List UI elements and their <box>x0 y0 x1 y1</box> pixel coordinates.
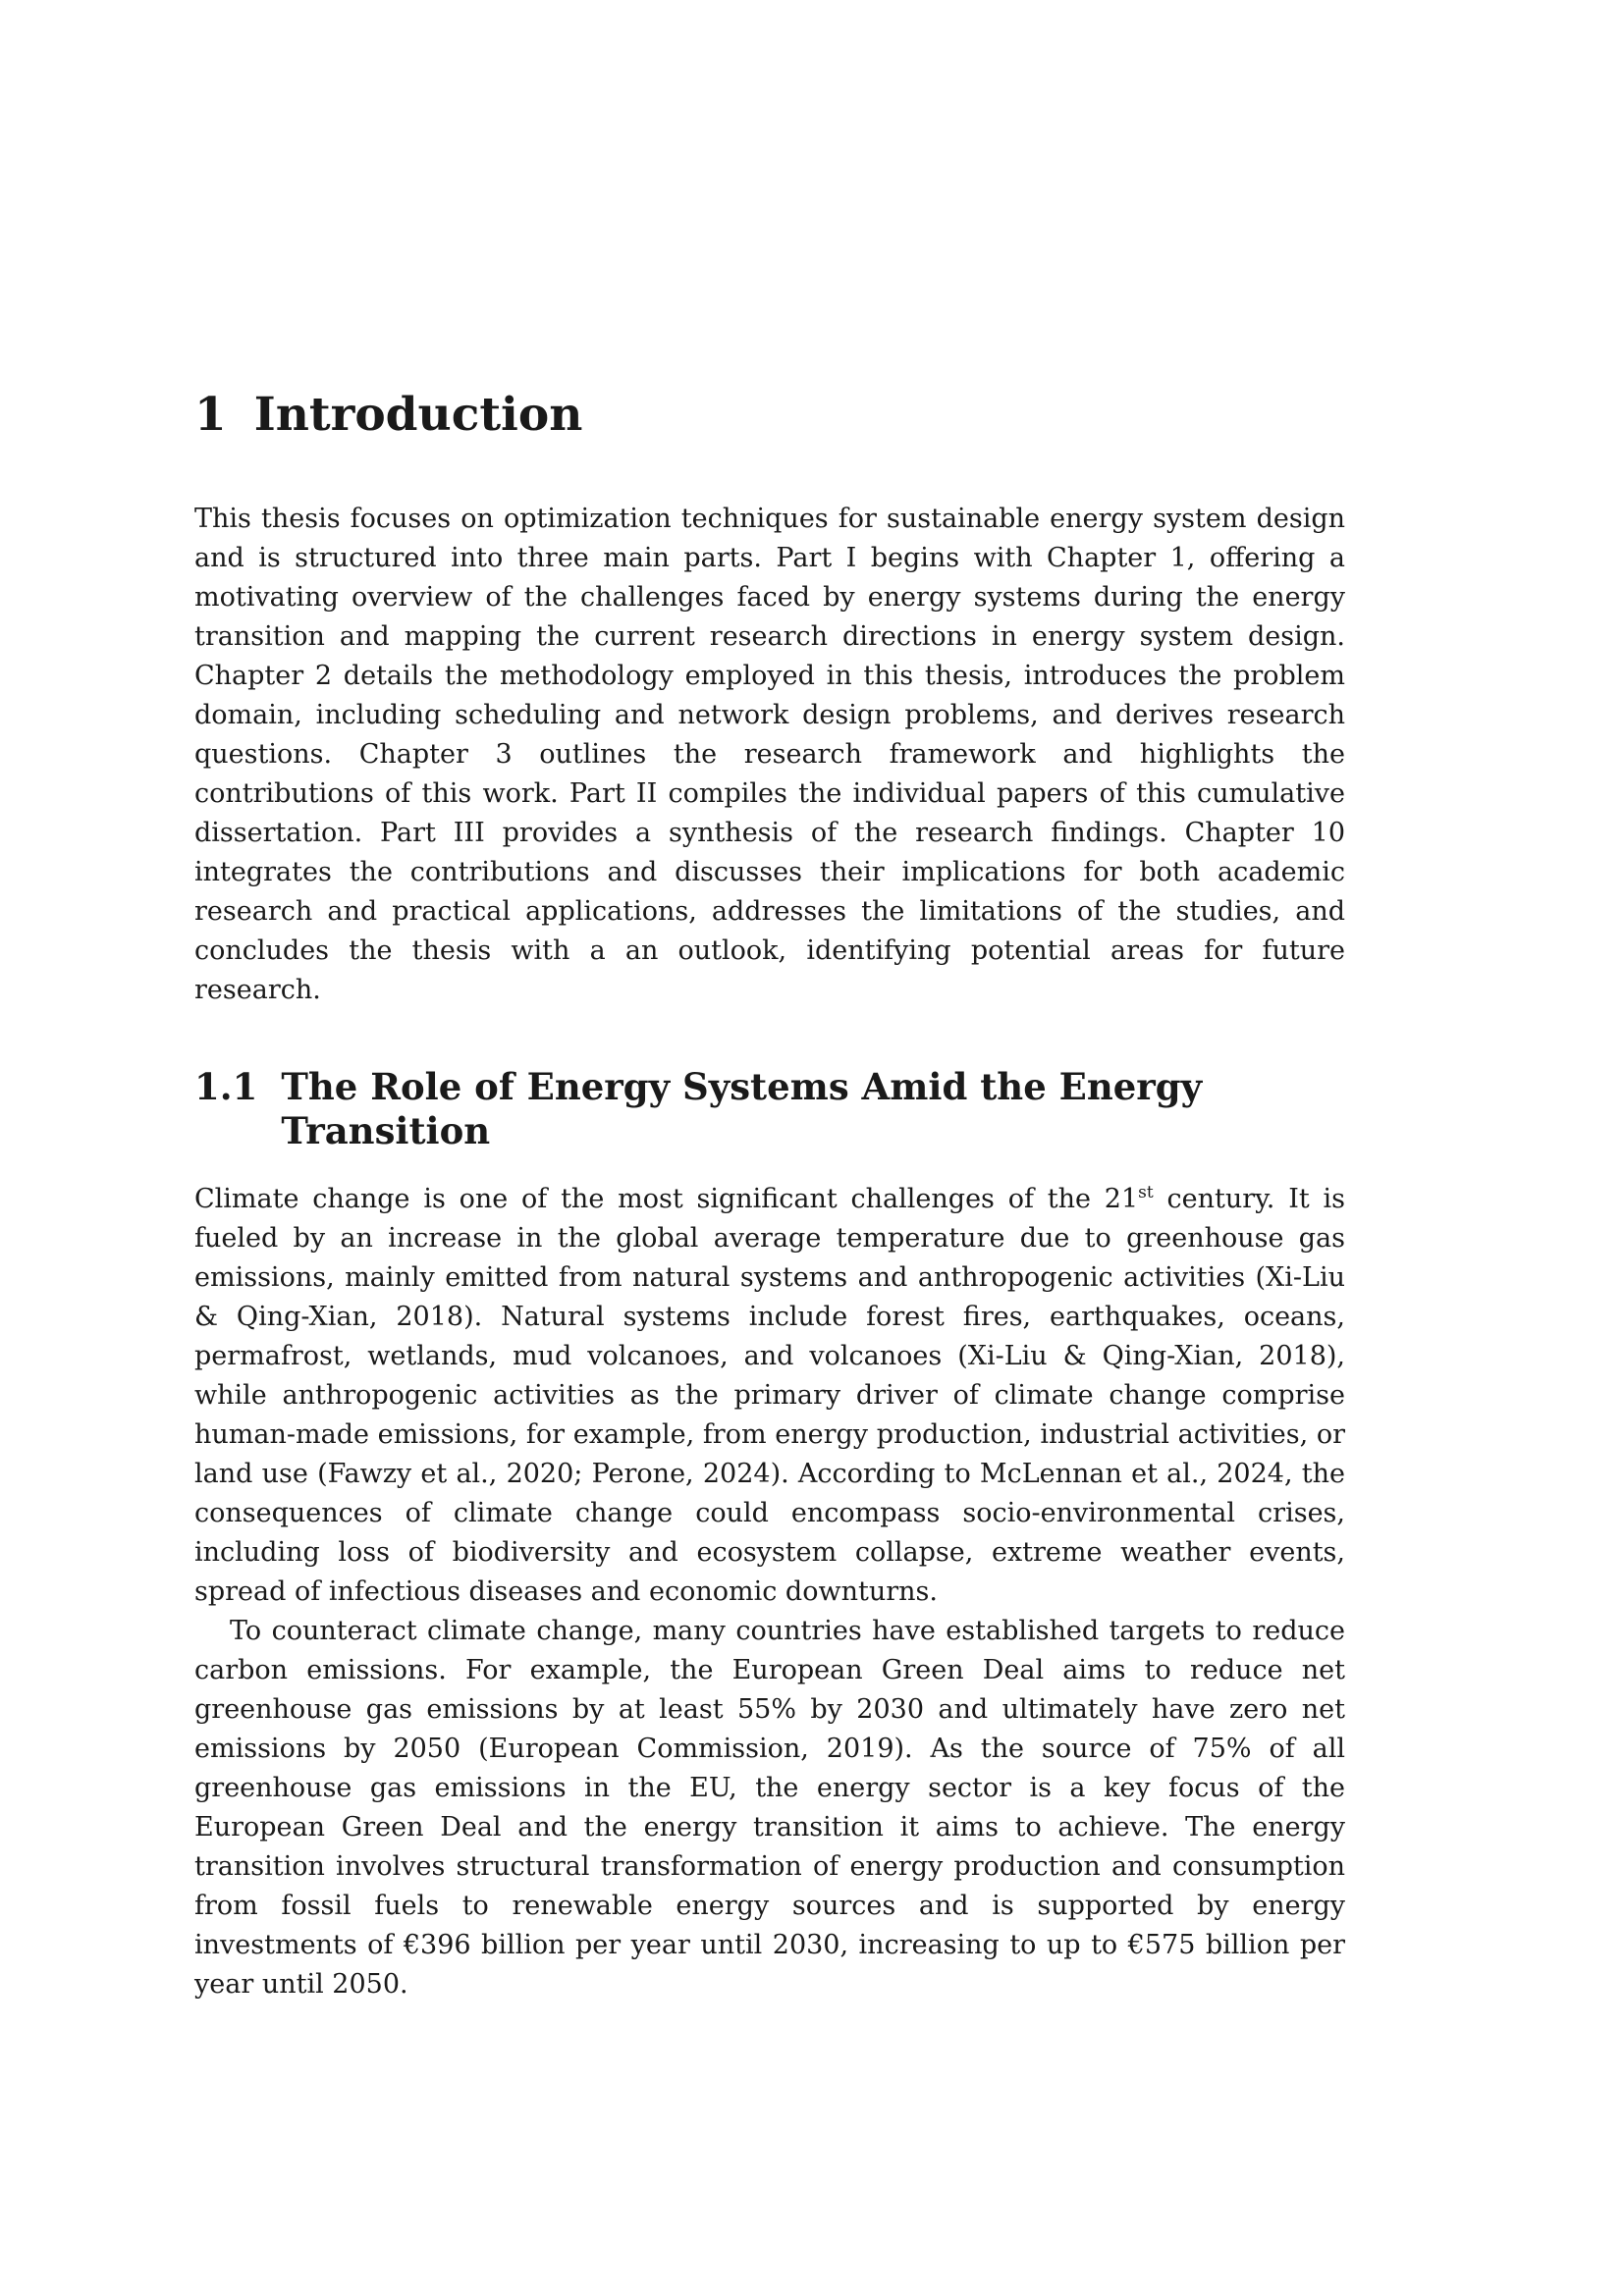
page-content <box>194 388 1345 2004</box>
paragraph-1-text-start: Climate change is one of the most significant challenges of the 21 <box>194 1184 1139 1215</box>
section-paragraph-1 <box>194 1180 1345 1612</box>
intro-paragraph: This thesis focuses on optimization techniques for sustainable energy system design and is structured into three main parts. Part I begins with Chapter 1, offering a motivating overview of the challenges faced by energy systems during the energy transition and mapping the current research directions in energy system design. Chapter 2 details the methodology employed in this thesis, introduces the problem domain, including scheduling and network design problems, and derives research questions. Chapter 3 outlines the research framework and highlights the contributions of this work. Part II compiles the individual papers of this cumulative dissertation. Part III provides a synthesis of the research findings. Chapter 10 integrates the contributions and discusses their implications for both academic research and practical applications, addresses the limitations of the studies, and concludes the thesis with a an outlook, identifying potential areas for future research. <box>194 504 1345 1006</box>
section-heading <box>194 1065 1345 1152</box>
section-title: The Role of Energy Systems Amid the Energy Transition <box>281 1065 1203 1152</box>
section-number: 1.1 <box>194 1065 258 1109</box>
chapter-heading <box>194 388 1345 443</box>
ordinal-superscript: st <box>1138 1183 1154 1203</box>
section-paragraph-2: To counteract climate change, many countries have established targets to reduce carbon emissions. For example, the European Green Deal aims to reduce net greenhouse gas emissions by at least 55% by 2030 and ultimately have zero net emissions by 2050 (European Commission, 2019). As the source of 75% of all greenhouse gas emissions in the EU, the energy sector is a key focus of the European Green Deal and the energy transition it aims to achieve. The energy transition involves structural transformation of energy production and consumption from fossil fuels to renewable energy sources and is supported by energy investments of €396 billion per year until 2030, increasing to up to €575 billion per year until 2050. <box>194 1616 1345 2001</box>
chapter-number: 1 <box>194 388 227 442</box>
paragraph-1-text-end: century. It is fueled by an increase in the global average temperature due to greenhouse gas emissions, mainly emitted from natural systems and anthropogenic activities (Xi-Liu & Qing-Xian, 2018). Natural systems include forest fires, earthquakes, oceans, permafrost, wetlands, mud volcanoes, and volcanoes (Xi-Liu & Qing-Xian, 2018), while anthropogenic activities as the primary driver of climate change comprise human-made emissions, for example, from energy production, industrial activities, or land use (Fawzy et al., 2020; Perone, 2024). According to McLennan et al., 2024, the consequences of climate change could encompass socio-environmental crises, including loss of biodiversity and ecosystem collapse, extreme weather events, spread of infectious diseases and economic downturns. <box>194 1184 1345 1608</box>
chapter-title: Introduction <box>253 388 583 442</box>
